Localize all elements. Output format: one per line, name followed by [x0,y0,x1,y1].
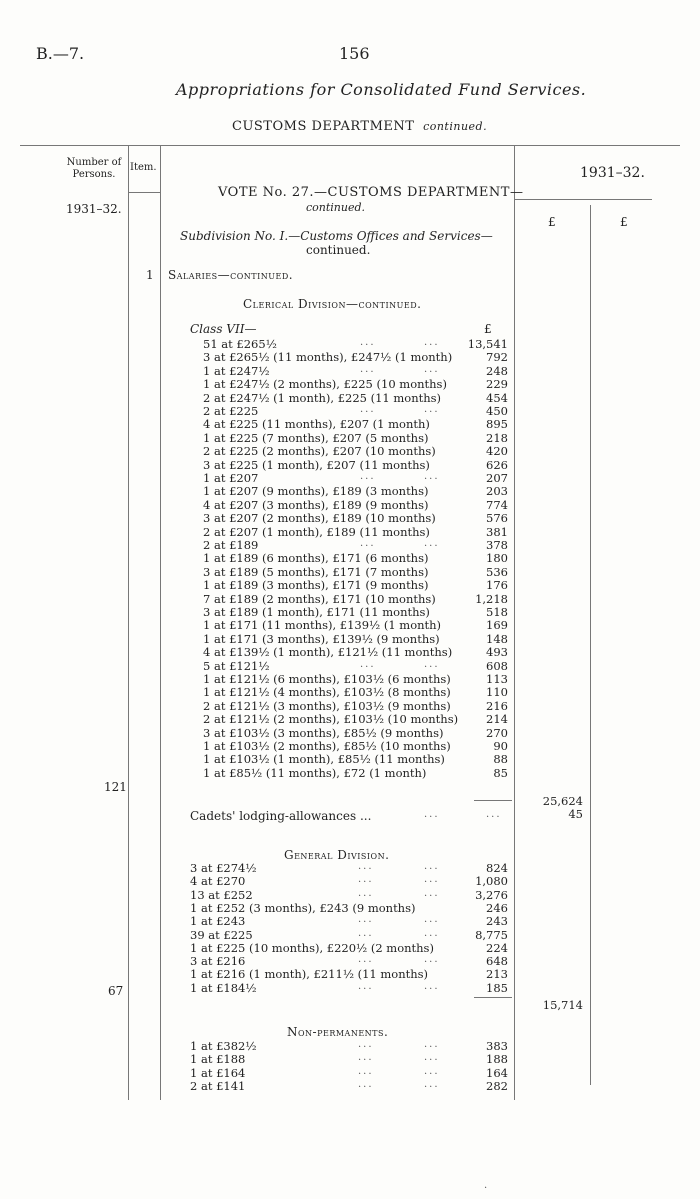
general-row-amount: 185 [486,980,508,995]
class-vii-row-description: 3 at £189 (1 month), £171 (11 months) [203,605,430,619]
table-top-rule [20,145,680,146]
class-vii-row-description: 3 at £103½ (3 months), £85½ (9 months) [203,725,444,740]
class-vii-row-description: 1 at £103½ (2 months), £85½ (10 months) [203,739,451,753]
item-number: 1 [146,268,154,282]
non-permanent-row-amount: 383 [486,1039,508,1053]
class-vii-row-amount: 110 [486,685,508,700]
class-vii-row-leader-dots: ... [424,363,440,375]
class-vii-row-description: 7 at £189 (2 months), £171 (10 months) [203,591,436,606]
class-vii-row-description: 2 at £225 (2 months), £207 (10 months) [203,444,436,459]
general-row-amount: 213 [486,967,508,982]
class-vii-row-description: 2 at £207 (1 month), £189 (11 months) [203,524,430,539]
general-row-amount: 8,775 [475,927,508,942]
class-vii-row-amount: 88 [493,752,508,767]
class-vii-row-leader-dots: ... [360,538,376,549]
class-vii-row-leader-dots: ... [424,404,440,415]
class-vii-row-description: 4 at £139½ (1 month), £121½ (11 months) [203,645,453,660]
class-vii-row-description: 1 at £85½ (11 months), £72 (1 month) [203,765,427,780]
class-vii-row-description: 1 at £189 (3 months), £171 (9 months) [203,578,429,593]
class-vii-row-amount: 493 [486,645,508,660]
class-vii-row-amount: 270 [486,725,508,740]
non-permanent-row-description: 1 at £164 [190,1065,246,1080]
class-vii-row-amount: 608 [486,658,508,673]
cadets-allowance-amount: 45 [568,807,583,821]
general-row-leader-dots: ... [358,861,374,872]
class-vii-row-amount: 85 [493,765,508,780]
non-permanent-row-description: 2 at £141 [190,1078,246,1093]
general-row-leader-dots: ... [358,914,374,926]
general-row-leader-dots: ... [358,954,374,966]
class-vii-row-description: 3 at £265½ (11 months), £247½ (1 month) [203,350,453,365]
class-vii-row-amount: 378 [486,538,508,552]
general-row-description: 1 at £252 (3 months), £243 (9 months) [190,900,416,915]
class-vii-row-leader-dots: ... [424,658,440,670]
class-vii-row-amount: 895 [486,417,508,432]
class-vii-row-amount: 214 [486,712,508,727]
class-vii-row-description: 3 at £225 (1 month), £207 (11 months) [203,457,430,472]
vote-title: VOTE No. 27.—CUSTOMS DEPARTMENT— [218,185,524,200]
class-vii-row-description: 1 at £225 (7 months), £207 (5 months) [203,430,429,445]
general-row-description: 4 at £270 [190,874,246,889]
class-vii-row-amount: 229 [486,377,508,392]
non-permanent-row-amount: 282 [486,1078,508,1093]
pound-column-2: £ [620,215,628,229]
class-vii-pound-sign: £ [484,322,492,336]
class-vii-row-leader-dots: ... [424,538,440,549]
department-name: CUSTOMS DEPARTMENT [232,119,415,134]
general-division-heading: General Division. [284,848,390,862]
general-row-description: 1 at £225 (10 months), £220½ (2 months) [190,940,434,955]
class-vii-row-amount: 207 [486,471,508,485]
non-permanents-heading: Non-permanents. [287,1025,389,1039]
department-suffix: continued. [423,120,488,133]
class-vii-row-description: 1 at £207 (9 months), £189 (3 months) [203,484,429,499]
page-number: 156 [339,44,370,63]
class-vii-row-description: 1 at £189 (6 months), £171 (6 months) [203,551,429,566]
class-vii-row-description: 4 at £207 (3 months), £189 (9 months) [203,497,429,512]
class-vii-row-amount: 90 [493,739,508,753]
general-row-amount: 648 [486,954,508,969]
class-vii-row-description: 1 at £247½ (2 months), £225 (10 months) [203,377,447,392]
class-vii-row-amount: 518 [486,605,508,619]
class-vii-row-description: 1 at £121½ (6 months), £103½ (6 months) [203,672,451,686]
class-vii-row-amount: 381 [486,524,508,539]
general-row-amount: 3,276 [475,887,508,902]
non-permanent-row-leader-dots: ... [358,1052,374,1064]
general-row-amount: 243 [486,914,508,929]
class-vii-row-description: 2 at £189 [203,538,259,552]
non-permanent-row-leader-dots: ... [358,1065,374,1077]
class-vii-row-description: 3 at £189 (5 months), £171 (7 months) [203,564,429,579]
general-row-description: 1 at £184½ [190,980,257,995]
class-vii-row-amount: 169 [486,618,508,633]
general-row-leader-dots: ... [358,980,374,992]
general-row-amount: 224 [486,940,508,955]
salaries-heading [168,268,293,282]
class-vii-row-amount: 113 [486,672,508,686]
general-row-leader-dots: ... [424,927,440,939]
subdivision-heading: Subdivision No. I.—Customs Offices and Services— [180,229,493,243]
general-row-leader-dots: ... [358,874,374,886]
non-permanent-row-leader-dots: ... [424,1078,440,1090]
column-header-number-of-persons: Number of Persons. [66,157,122,180]
general-row-amount: 1,080 [475,874,508,889]
class-vii-row-description: 1 at £171 (11 months), £139½ (1 month) [203,618,442,633]
general-row-leader-dots: ... [358,927,374,939]
column-header-item: Item. [130,162,157,173]
non-permanent-row-leader-dots: ... [424,1065,440,1077]
general-row-leader-dots: ... [424,954,440,966]
non-permanent-row-amount: 164 [486,1065,508,1080]
general-row-amount: 824 [486,861,508,875]
class-vii-row-leader-dots: ... [360,337,376,348]
class-vii-row-amount: 148 [486,631,508,646]
class-vii-row-amount: 454 [486,390,508,405]
cadets-dots: ... [424,809,440,820]
class-vii-row-description: 5 at £121½ [203,658,270,673]
column-rule-1 [128,145,129,1100]
general-row-leader-dots: ... [424,914,440,926]
page-title: Appropriations for Consolidated Fund Services. [176,80,587,99]
class-vii-row-description: 1 at £207 [203,471,259,485]
general-total-rule [474,997,512,998]
header-underline-left [128,192,160,193]
column-rule-4 [590,205,591,1085]
class-vii-total-rule [474,800,512,801]
class-vii-row-amount: 203 [486,484,508,499]
class-vii-row-amount: 13,541 [467,337,508,351]
class-vii-row-leader-dots: ... [360,404,376,415]
year-left: 1931–32. [66,202,122,216]
column-rule-2 [160,145,161,1100]
general-row-description: 1 at £243 [190,914,246,929]
footer-mark: . [484,1180,490,1191]
non-permanent-row-amount: 188 [486,1052,508,1067]
class-vii-row-description: 1 at £247½ [203,363,270,378]
general-row-description: 39 at £225 [190,927,253,942]
general-row-leader-dots: ... [424,861,440,872]
class-vii-row-leader-dots: ... [360,658,376,670]
class-vii-row-description: 1 at £103½ (1 month), £85½ (11 months) [203,752,445,767]
salaries-label: Salaries—continued. [168,268,294,282]
class-vii-row-description: 4 at £225 (11 months), £207 (1 month) [203,417,430,432]
class-vii-heading: Class VII— [190,322,257,336]
class-vii-row-description: 1 at £121½ (4 months), £103½ (8 months) [203,685,451,700]
non-permanent-row-leader-dots: ... [424,1052,440,1064]
class-vii-row-description: 51 at £265½ [203,337,277,351]
class-vii-row-description: 2 at £121½ (3 months), £103½ (9 months) [203,698,451,713]
class-vii-row-amount: 176 [486,578,508,593]
class-vii-row-leader-dots: ... [424,337,440,348]
general-row-leader-dots: ... [424,874,440,886]
general-row-leader-dots: ... [358,887,374,899]
general-row-description: 1 at £216 (1 month), £211½ (11 months) [190,967,429,982]
class-vii-persons: 121 [104,780,127,794]
general-row-amount: 246 [486,900,508,915]
class-vii-row-amount: 774 [486,497,508,512]
class-vii-row-description: 3 at £207 (2 months), £189 (10 months) [203,511,436,526]
class-vii-row-leader-dots: ... [424,471,440,482]
general-row-description: 3 at £216 [190,954,246,969]
subdivision-continued: continued. [306,243,371,257]
general-row-description: 13 at £252 [190,887,253,902]
general-row-leader-dots: ... [424,887,440,899]
class-vii-row-amount: 420 [486,444,508,459]
non-permanent-row-leader-dots: ... [358,1039,374,1050]
column-rule-3 [514,145,515,1100]
non-permanent-row-description: 1 at £382½ [190,1039,257,1053]
non-permanent-row-leader-dots: ... [424,1039,440,1050]
year-right: 1931–32. [580,165,645,181]
general-division-total: 15,714 [542,998,583,1012]
class-vii-row-amount: 626 [486,457,508,472]
general-row-leader-dots: ... [424,980,440,992]
department-heading [232,119,487,134]
clerical-division-heading: Clerical Division—continued. [243,297,422,311]
cadets-allowance-label: Cadets' lodging-allowances ... [190,809,372,823]
class-vii-row-amount: 450 [486,404,508,418]
cadets-dots-2: ... [486,809,502,820]
general-row-description: 3 at £274½ [190,861,257,875]
class-vii-row-amount: 536 [486,564,508,579]
class-vii-row-description: 2 at £247½ (1 month), £225 (11 months) [203,390,442,405]
class-vii-row-description: 1 at £171 (3 months), £139½ (9 months) [203,631,440,646]
class-vii-total: 25,624 [542,794,583,808]
class-vii-row-amount: 792 [486,350,508,365]
header-underline-right [514,199,652,200]
class-vii-row-amount: 248 [486,363,508,378]
general-persons: 67 [108,984,124,998]
class-vii-row-amount: 576 [486,511,508,526]
class-vii-row-leader-dots: ... [360,363,376,375]
non-permanent-row-description: 1 at £188 [190,1052,246,1067]
class-vii-row-amount: 180 [486,551,508,566]
class-vii-row-amount: 216 [486,698,508,713]
non-permanent-row-leader-dots: ... [358,1078,374,1090]
class-vii-row-amount: 218 [486,430,508,445]
document-reference: B.—7. [36,44,85,63]
class-vii-row-description: 2 at £225 [203,404,259,418]
class-vii-row-description: 2 at £121½ (2 months), £103½ (10 months) [203,712,459,727]
pound-column-1: £ [548,215,556,229]
vote-title-continued: continued. [306,201,366,214]
class-vii-row-amount: 1,218 [475,591,508,606]
class-vii-row-leader-dots: ... [360,471,376,482]
